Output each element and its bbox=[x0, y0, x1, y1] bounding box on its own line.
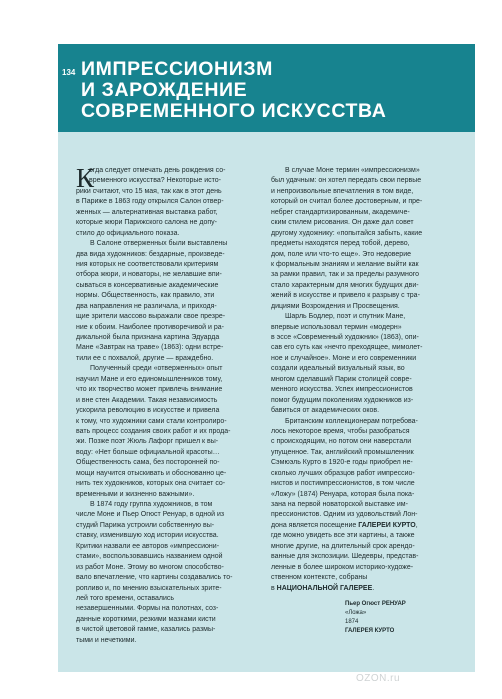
text-line: другому художнику: «попытайся забыть, какие bbox=[271, 229, 423, 237]
text-line: ставку, изменившую ход истории искусства. bbox=[76, 532, 219, 540]
text-line: женных — альтернативная выставка работ, bbox=[76, 208, 218, 216]
text-line: ственном контексте, собраны bbox=[271, 574, 368, 582]
text-line: ное и случайное». Моне и его современники bbox=[271, 354, 417, 362]
text-line: научил Мане и его единомышленников тому, bbox=[76, 375, 223, 383]
text-line: предметы находятся перед тобой, дерево, bbox=[271, 240, 410, 248]
text-line: студий Парижа устроили собственную вы- bbox=[76, 521, 215, 529]
title-banner bbox=[58, 44, 475, 132]
text-line: В Салоне отверженных были выставлены bbox=[90, 240, 228, 248]
text-line: в эссе «Современный художник» (1863), опи- bbox=[271, 334, 419, 341]
text-line: сав его суть как «нечто преходящее, мимолет- bbox=[271, 344, 423, 352]
text-line: числе Моне и Пьер Огюст Ренуар, в одной из bbox=[76, 511, 225, 519]
title-line: И ЗАРОЖДЕНИЕ bbox=[81, 79, 248, 101]
text-line: щие зрители массово выражали свое презре- bbox=[76, 313, 226, 321]
text-line: был удачным: он хотел передать свои первые bbox=[271, 177, 422, 185]
text-line: к тому, что художники сами стали контролиро- bbox=[76, 417, 227, 425]
text-line: воду: «Нет больше официальной красоты… bbox=[76, 448, 220, 456]
text-line: стало характерным для многих будущих дви- bbox=[271, 281, 419, 289]
text-line: Полученный среди «отверженных» опыт bbox=[90, 365, 223, 373]
text-line: нистов и постимпрессионистов, в том числе bbox=[271, 480, 415, 488]
text-line: и непроизвольные впечатления в том виде, bbox=[271, 187, 414, 195]
text-line: ским стилем рисования. Он даже дал совет bbox=[271, 219, 414, 227]
text-line: Сэмюэль Курто в 1920-е годы приобрел не- bbox=[271, 459, 413, 467]
text-line: лей того времени, оставались bbox=[76, 594, 175, 602]
text-line bbox=[271, 584, 423, 594]
text-line: временными и жизненно важными». bbox=[76, 490, 195, 498]
text-line: временного искусства? Некоторые исто- bbox=[89, 177, 221, 185]
text-line: который он считал более достоверным, и пре- bbox=[271, 198, 423, 206]
text-line: тыми и нечеткими. bbox=[76, 636, 137, 644]
text-line: менного искусства. Успех импрессионистов bbox=[271, 386, 413, 394]
text-line: жи. Позже поэт Жюль Лафорг пришел к вы- bbox=[76, 438, 219, 446]
text-line bbox=[271, 521, 423, 531]
text-line: стами», воспользовавшись названием одной bbox=[76, 553, 223, 561]
text-line: к формальным знаниям и желание выйти как bbox=[271, 260, 419, 268]
text-line: создали идеальный визуальный язык, во bbox=[271, 365, 405, 373]
left-column bbox=[76, 163, 233, 646]
text-line: ние к обоим. Наиболее противоречивой и ра- bbox=[76, 323, 224, 331]
watermark: OZON.ru bbox=[356, 673, 401, 684]
caption-work: «Ложа» bbox=[345, 610, 367, 616]
drop-cap: К bbox=[76, 163, 95, 193]
text-line: ленные в более широком историко-художе- bbox=[271, 563, 414, 571]
text-line: небрег стандартизированным, академиче- bbox=[271, 208, 410, 216]
text-fragment: в bbox=[271, 584, 275, 592]
text-line: зана на первой новаторской выставке им- bbox=[271, 501, 408, 508]
text-line: дом, поле или что-то еще». Это недоверие bbox=[271, 250, 412, 258]
text-line: бавиться от академических оков. bbox=[271, 407, 380, 415]
text-line: дикальной была признана картина Эдуарда bbox=[76, 334, 220, 341]
text-line: нить тех художников, которых она считает со- bbox=[76, 480, 226, 488]
text-line: тили ее с похвалой, другие — враждебно. bbox=[76, 354, 214, 362]
text-line: ускорила революцию в искусстве и привела bbox=[76, 407, 220, 415]
title-line: ИМПРЕССИОНИЗМ bbox=[81, 58, 273, 80]
text-line: вало впечатление, что картины создавались то- bbox=[76, 574, 233, 582]
text-line: стило до официального показа. bbox=[76, 229, 180, 237]
text-line: многие другие, на длительный срок арендо- bbox=[271, 542, 415, 550]
text-line: данные короткими, резкими мазками кисти bbox=[76, 615, 216, 623]
text-line: ния которых не соответствовали критериям bbox=[76, 260, 219, 268]
caption-year: 1874 bbox=[345, 619, 359, 625]
right-column bbox=[271, 166, 423, 594]
text-line: что их творчество может привлечь внимание bbox=[76, 386, 223, 394]
text-line: вать процесс создания своих работ и их прода- bbox=[76, 427, 231, 435]
caption-collection: ГАЛЕРЕЯ КУРТО bbox=[345, 628, 395, 634]
text-fragment: дона является посещение bbox=[271, 521, 357, 529]
text-line: за рамки правил, так и за пределы разумного bbox=[271, 271, 420, 279]
text-line: В случае Моне термин «импрессионизм» bbox=[285, 167, 420, 174]
text-line: помог будущим поколениям художников из- bbox=[271, 396, 414, 404]
text-line: два вида художников: бездарные, произведе- bbox=[76, 250, 225, 258]
text-line: жений в искусстве и привело к разрыву с тра- bbox=[271, 292, 420, 300]
text-line: из работ Моне. Этому во многом способство- bbox=[76, 563, 224, 571]
courtauld-gallery-name: ГАЛЕРЕИ КУРТО bbox=[358, 521, 416, 529]
text-line: огда следует отмечать день рождения со- bbox=[89, 167, 226, 174]
text-line: впервые использовал термин «модерн» bbox=[271, 323, 402, 331]
text-line: ванные для экспозиции. Шедевры, представ- bbox=[271, 553, 419, 561]
text-line: рики считают, что 15 мая, так как в этот день bbox=[76, 187, 222, 195]
text-line: упущенное. Так, английский промышленник bbox=[271, 448, 414, 456]
text-line: незавершенными. Формы на полотнах, соз- bbox=[76, 605, 219, 613]
text-line: с происходящим, но потом они наверстали bbox=[271, 438, 412, 446]
text-line: мощи научится отыскивать и обоснованно це- bbox=[76, 469, 227, 477]
text-line: которые жюри Парижского салона не допу- bbox=[76, 219, 217, 227]
text-line: прессионистов. Одним из удовольствий Лон- bbox=[271, 511, 418, 519]
text-line: в чистой цветовой гамме, казались размы- bbox=[76, 626, 216, 634]
text-line: Критики назвали ее авторов «импрессиони- bbox=[76, 542, 220, 550]
title-line: СОВРЕМЕННОГО ИСКУССТВА bbox=[81, 100, 387, 122]
caption-artist: Пьер Огюст РЕНУАР bbox=[345, 601, 406, 607]
text-line: Общественность сама, без посторонней по- bbox=[76, 459, 220, 467]
text-line: В 1874 году группа художников, в том bbox=[90, 501, 213, 508]
text-line: Британским коллекционерам потребова- bbox=[285, 417, 418, 425]
text-line: многом сделавший Париж столицей совре- bbox=[271, 375, 412, 383]
text-line: дициями Возрождения и Просвещения. bbox=[271, 302, 400, 310]
text-line: отбора жюри, и новаторы, не желавшие впи- bbox=[76, 271, 222, 279]
text-line: «Ложу» (1874) Ренуара, которая была пока- bbox=[271, 490, 415, 498]
image-caption bbox=[345, 600, 406, 636]
text-line: ропливо и, по мнению взыскательных зрите- bbox=[76, 584, 222, 592]
text-line: и вне стен Академии. Такая независимость bbox=[76, 396, 218, 404]
punctuation: . bbox=[372, 584, 375, 592]
text-line: в Париже в 1863 году открылся Салон отвер- bbox=[76, 198, 224, 206]
text-line: где можно увидеть все эти картины, а также bbox=[271, 532, 415, 540]
text-line: Шарль Бодлер, поэт и спутник Мане, bbox=[285, 313, 406, 321]
text-line: два направления не различала, и приходя- bbox=[76, 302, 217, 310]
chapter-title bbox=[81, 59, 386, 122]
text-line: сколько лучших образцов работ импрессио- bbox=[271, 469, 415, 477]
national-gallery-name: НАЦИОНАЛЬНОЙ ГАЛЕРЕЕ bbox=[276, 584, 373, 592]
text-line: лось некоторое время, чтобы разобраться bbox=[271, 427, 410, 435]
punctuation: , bbox=[415, 521, 418, 529]
page-number: 134 bbox=[62, 68, 76, 77]
text-line: сываться в консервативные академические bbox=[76, 281, 219, 289]
text-line: Мане «Завтрак на траве» (1863): одни встре- bbox=[76, 344, 224, 352]
text-line: нормы. Общественность, как правило, эти bbox=[76, 292, 215, 300]
